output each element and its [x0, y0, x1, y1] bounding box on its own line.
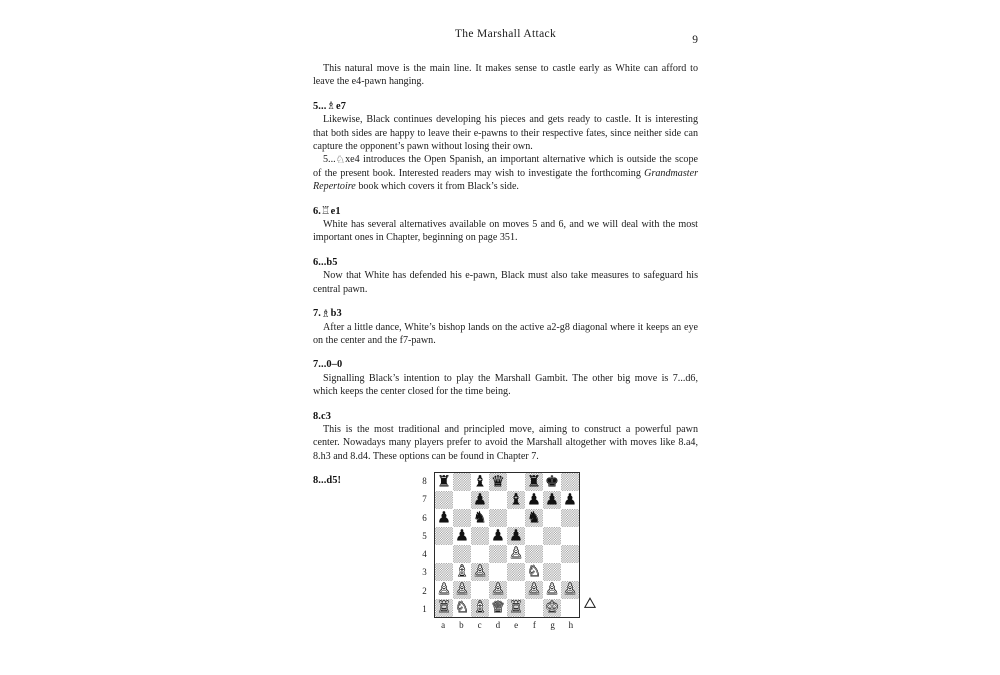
square-d1: [489, 599, 507, 617]
chess-piece: ♟: [455, 526, 469, 545]
chess-piece: ♟: [473, 490, 487, 509]
file-label: e: [514, 620, 519, 630]
chess-piece: ♜: [437, 472, 451, 491]
text-block-move-7-bb3: [313, 307, 698, 347]
text-block-move-6-b5: [313, 256, 698, 296]
move-heading: 8.c3: [313, 410, 332, 422]
square-h8: [561, 473, 579, 491]
square-d7: [489, 491, 507, 509]
chess-piece: ♝: [473, 472, 487, 491]
square-e1: [507, 599, 525, 617]
square-c8: [471, 473, 489, 491]
chess-piece: ♙: [563, 580, 577, 599]
square-f3: [525, 563, 543, 581]
bishop-icon: ♗: [326, 100, 336, 113]
chess-piece: ♖: [509, 598, 523, 617]
square-b5: [453, 527, 471, 545]
rank-coordinates: [418, 472, 431, 618]
chess-piece: ♟: [491, 526, 505, 545]
file-coordinates: [434, 620, 580, 634]
square-a7: [435, 491, 453, 509]
book-title-italic: Grandmaster Repertoire: [313, 167, 698, 193]
move-prefix: 5...: [313, 100, 327, 112]
square-b8: [453, 473, 471, 491]
square-c2: [471, 581, 489, 599]
square-g3: [543, 563, 561, 581]
rank-label: 4: [422, 549, 427, 560]
move-suffix: e1: [330, 205, 341, 217]
rank-label: 8: [422, 476, 427, 487]
move-heading: 6...b5: [313, 256, 338, 268]
variation-prefix: 5...: [323, 154, 336, 166]
square-g6: [543, 509, 561, 527]
running-head: [313, 28, 698, 46]
square-b3: [453, 563, 471, 581]
chess-piece: ♟: [545, 490, 559, 509]
file-label: a: [441, 620, 446, 630]
square-e3: [507, 563, 525, 581]
chess-piece: ♗: [473, 598, 487, 617]
paragraph: White has several alternatives available on moves 5 and 6, and we will deal with the most important ones in Chapter, beginning on page 351.: [313, 219, 698, 244]
knight-icon: ♘: [335, 153, 346, 166]
move-heading: [313, 307, 698, 320]
square-g2: [543, 581, 561, 599]
text-block-move-5-be7: [313, 100, 698, 194]
rank-label: 2: [422, 585, 427, 596]
paragraph: After a little dance, White’s bishop lands on the active a2-g8 diagonal where it keeps an eye on the center and the f7-pawn.: [313, 321, 698, 346]
chess-piece: ♘: [527, 562, 541, 581]
chess-board: [434, 472, 580, 618]
square-d2: [489, 581, 507, 599]
chess-piece: ♗: [455, 562, 469, 581]
move-heading: 7...0–0: [313, 359, 343, 371]
square-c5: [471, 527, 489, 545]
square-f1: [525, 599, 543, 617]
square-b7: [453, 491, 471, 509]
rank-label: 3: [422, 567, 427, 578]
square-c4: [471, 545, 489, 563]
file-label: f: [532, 620, 536, 630]
square-c1: [471, 599, 489, 617]
bishop-icon: ♗: [321, 307, 331, 320]
chess-piece: ♞: [527, 508, 541, 527]
square-f6: [525, 509, 543, 527]
square-e7: [507, 491, 525, 509]
square-d3: [489, 563, 507, 581]
page-number: 9: [692, 34, 698, 46]
square-h6: [561, 509, 579, 527]
square-c7: [471, 491, 489, 509]
text-column: [313, 28, 698, 491]
rank-label: 5: [422, 530, 427, 541]
chess-piece: ♟: [437, 508, 451, 527]
chess-piece: ♟: [527, 490, 541, 509]
square-b6: [453, 509, 471, 527]
square-d6: [489, 509, 507, 527]
move-prefix: 6.: [313, 205, 321, 217]
paragraph: Signalling Black’s intention to play the Marshall Gambit. The other big move is 7...d6, which keeps the center closed for the time being.: [313, 372, 698, 398]
square-d5: [489, 527, 507, 545]
variation-text-a: xe4 introduces the Open Spanish, an important alternative which is outside the scope of the present book. Interested readers may wish to investigate the forthcoming: [313, 154, 698, 179]
square-e4: [507, 545, 525, 563]
square-c3: [471, 563, 489, 581]
square-f8: [525, 473, 543, 491]
paragraph: This is the most traditional and principled move, aiming to construct a powerful pawn center. Nowadays many players prefer to avoid the Marshall altogether with moves like 8.a4, 8.h3 and 8.d4. These options can be found in Chapter 7.: [313, 423, 698, 462]
move-suffix: e7: [336, 100, 347, 112]
chess-piece: ♜: [527, 472, 541, 491]
chess-piece: ♙: [491, 580, 505, 599]
board-grid: [435, 473, 579, 617]
square-g5: [543, 527, 561, 545]
text-block-move-7-castles: [313, 358, 698, 398]
square-g7: [543, 491, 561, 509]
file-label: b: [459, 620, 464, 630]
chess-piece: ♙: [455, 580, 469, 599]
square-f5: [525, 527, 543, 545]
side-to-move-triangle-icon: [583, 596, 597, 610]
chess-piece: ♛: [491, 472, 505, 491]
square-a5: [435, 527, 453, 545]
square-a6: [435, 509, 453, 527]
square-b4: [453, 545, 471, 563]
chess-piece: ♙: [545, 580, 559, 599]
chess-piece: ♙: [509, 544, 523, 563]
square-b2: [453, 581, 471, 599]
square-f7: [525, 491, 543, 509]
chess-piece: ♝: [509, 490, 523, 509]
chess-piece: ♚: [545, 472, 559, 491]
square-e5: [507, 527, 525, 545]
chess-piece: ♔: [545, 598, 559, 617]
paragraph-variation: [313, 153, 698, 193]
square-c6: [471, 509, 489, 527]
running-head-title: The Marshall Attack: [454, 28, 557, 40]
square-g1: [543, 599, 561, 617]
text-block-move-8-c3: [313, 410, 698, 464]
move-heading: [313, 100, 698, 113]
move-prefix: 7.: [313, 308, 321, 320]
square-h4: [561, 545, 579, 563]
square-h1: [561, 599, 579, 617]
chess-diagram: [418, 468, 594, 644]
text-block-intro: [313, 62, 698, 89]
chess-piece: ♟: [509, 526, 523, 545]
square-a8: [435, 473, 453, 491]
chess-piece: ♕: [491, 598, 505, 617]
square-h5: [561, 527, 579, 545]
square-a4: [435, 545, 453, 563]
chess-piece: ♙: [527, 580, 541, 599]
square-f2: [525, 581, 543, 599]
square-e2: [507, 581, 525, 599]
move-heading: [313, 205, 698, 218]
rank-label: 7: [422, 494, 427, 505]
file-label: c: [477, 620, 482, 630]
chess-piece: ♟: [563, 490, 577, 509]
chess-piece: ♙: [437, 580, 451, 599]
file-label: d: [495, 620, 501, 630]
variation-text-b: book which covers it from Black’s side.: [355, 181, 519, 193]
square-d4: [489, 545, 507, 563]
square-h2: [561, 581, 579, 599]
chess-piece: ♘: [455, 598, 469, 617]
move-suffix: b3: [330, 308, 342, 320]
square-g4: [543, 545, 561, 563]
square-e6: [507, 509, 525, 527]
paragraph: Now that White has defended his e-pawn, Black must also take measures to safeguard his central pawn.: [313, 270, 698, 295]
rank-label: 6: [422, 512, 427, 523]
file-label: h: [568, 620, 574, 630]
rook-icon: ♖: [321, 205, 331, 218]
text-block-move-6-re1: [313, 205, 698, 245]
move-heading: 8...d5!: [313, 475, 342, 487]
square-e8: [507, 473, 525, 491]
square-b1: [453, 599, 471, 617]
square-h7: [561, 491, 579, 509]
chess-piece: ♞: [473, 508, 487, 527]
paragraph: This natural move is the main line. It makes sense to castle early as White can afford to leave the e4-pawn hanging.: [313, 63, 698, 88]
rank-label: 1: [422, 603, 427, 614]
square-d8: [489, 473, 507, 491]
square-a2: [435, 581, 453, 599]
chess-piece: ♙: [473, 562, 487, 581]
square-g8: [543, 473, 561, 491]
square-a3: [435, 563, 453, 581]
square-f4: [525, 545, 543, 563]
paragraph: Likewise, Black continues developing his pieces and gets ready to castle. It is interesting that both sides are happy to leave their e-pawns to their respective fates, since neither side can capture the opponent’s pawn without losing their own.: [313, 114, 698, 153]
chess-piece: ♖: [437, 598, 451, 617]
square-a1: [435, 599, 453, 617]
file-label: g: [550, 620, 555, 630]
square-h3: [561, 563, 579, 581]
